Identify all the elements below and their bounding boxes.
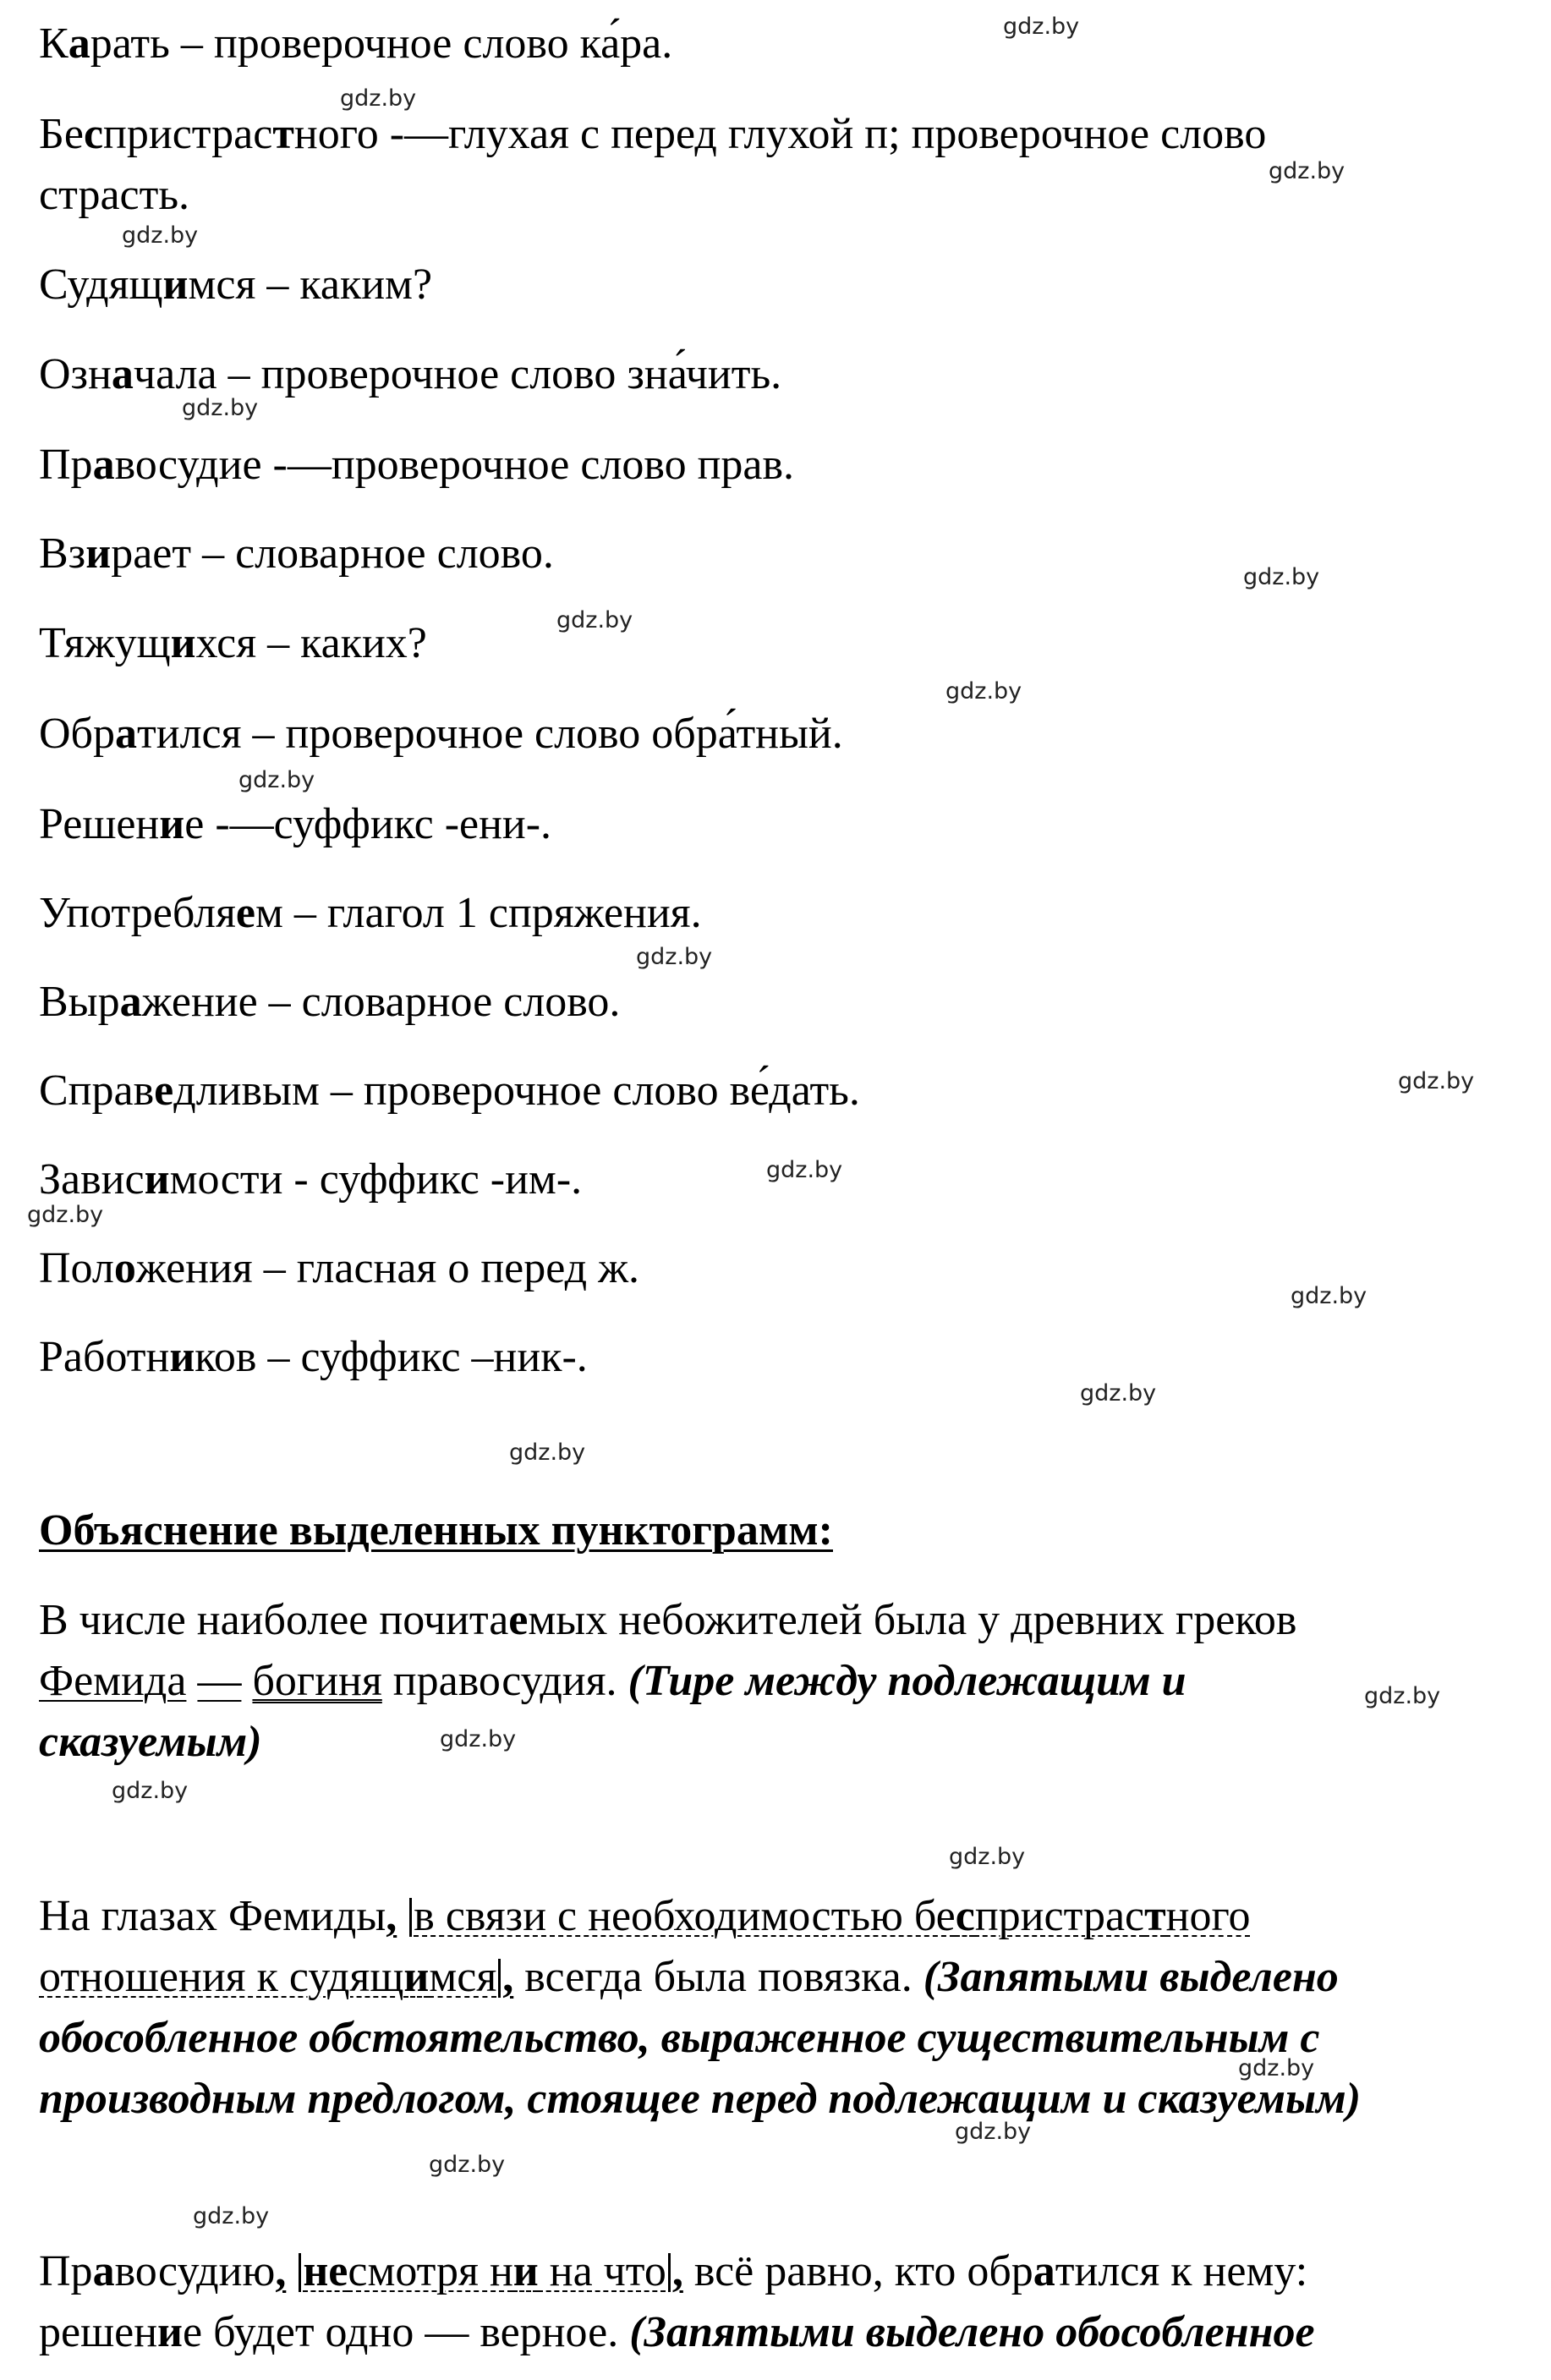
watermark: gdz.by — [1291, 1283, 1367, 1309]
circumstance-part-1: в связи с необходимостью беспристрастного — [414, 1892, 1251, 1940]
punct-comma: , — [671, 2247, 683, 2295]
word-line-sudyashchimsya: Судящимся – каким? — [39, 260, 433, 309]
word-line-spravedlivym: Справедливым – проверочное слово ве́дать. — [39, 1067, 860, 1115]
paragraph-1-line-1: В числе наиболее почитаемых небожителей была у древних греков — [39, 1596, 1297, 1644]
word-line-vyrazhenie: Выражение – словарное слово. — [39, 978, 621, 1026]
word-line-pravosudie: Правосудие -—проверочное слово прав. — [39, 441, 795, 489]
watermark: gdz.by — [556, 607, 633, 633]
watermark: gdz.by — [1364, 1683, 1441, 1709]
subject-femida: Фемида — [39, 1657, 187, 1705]
section-heading: Объяснение выделенных пунктограмм: — [39, 1506, 833, 1555]
watermark: gdz.by — [112, 1778, 189, 1804]
watermark: gdz.by — [1243, 564, 1320, 590]
word-line-tyazhushchikhsya: Тяжущихся – каких? — [39, 619, 427, 667]
word-line-rabotnikov: Работников – суффикс –ник-. — [39, 1333, 588, 1381]
punct-comma: , — [502, 1953, 514, 2001]
watermark: gdz.by — [238, 767, 315, 793]
paragraph-2-line-1: На глазах Фемиды, в связи с необходимостью беспристрастного — [39, 1892, 1251, 1940]
watermark: gdz.by — [636, 944, 713, 970]
watermark: gdz.by — [193, 2203, 270, 2229]
word-line-polozheniya: Положения – гласная о перед ж. — [39, 1244, 640, 1292]
rule-note: (Тире между подлежащим и — [628, 1657, 1187, 1705]
paragraph-1-line-3 — [39, 1717, 262, 1768]
punct-comma: , — [275, 2247, 287, 2295]
watermark: gdz.by — [509, 1440, 586, 1466]
rule-note-cont: обособленное обстоятельство, выраженное существительным с — [39, 2014, 1320, 2062]
watermark: gdz.by — [340, 85, 417, 112]
watermark: gdz.by — [945, 678, 1022, 705]
watermark: gdz.by — [1003, 14, 1080, 40]
boundary-mark — [668, 2253, 671, 2292]
watermark: gdz.by — [1398, 1068, 1475, 1094]
word-line-karat: Карать – проверочное слово ка́ра. — [39, 19, 673, 68]
word-line-upotreblyaem: Употребляем – глагол 1 спряжения. — [39, 889, 702, 937]
paragraph-3-line-1: Правосудию, несмотря ни на что , всё равно, кто обратился к нему: — [39, 2247, 1308, 2295]
word-line-obratilsya: Обратился – проверочное слово обра́тный. — [39, 710, 843, 758]
boundary-mark — [409, 1898, 412, 1937]
paragraph-2-line-3 — [39, 2013, 1319, 2064]
rule-note: (Запятыми выделено — [923, 1953, 1339, 2001]
dash-mark: — — [197, 1657, 242, 1705]
predicate-boginya: богиня — [252, 1657, 382, 1705]
paragraph-2-line-4 — [39, 2074, 1361, 2125]
rule-note: (Запятыми выделено обособленное — [629, 2308, 1315, 2356]
watermark: gdz.by — [440, 1726, 517, 1752]
word-line-vziraet: Взирает – словарное слово. — [39, 529, 554, 578]
paragraph-1-line-2: Фемида — богиня правосудия. (Тире между подлежащим и — [39, 1657, 1187, 1705]
word-line-bespristrastnogo: Беспристрастного -—глухая с перед глухой п; проверочное слово — [39, 110, 1267, 158]
word-line-reshenie: Решение -—суффикс -ени-. — [39, 800, 552, 848]
watermark: gdz.by — [1238, 2055, 1315, 2081]
watermark: gdz.by — [429, 2152, 506, 2178]
paragraph-3-line-2: решение будет одно — верное. (Запятыми выделено обособленное — [39, 2308, 1315, 2356]
word-line-strast: страсть. — [39, 171, 190, 219]
watermark: gdz.by — [182, 395, 259, 421]
watermark: gdz.by — [766, 1157, 843, 1183]
rule-note-cont: производным предлогом, стоящее перед подлежащим и сказуемым) — [39, 2075, 1362, 2123]
watermark: gdz.by — [1269, 158, 1345, 184]
word-line-oznachala: Означала – проверочное слово зна́чить. — [39, 350, 782, 398]
rule-note-cont: сказуемым) — [39, 1718, 262, 1766]
circumstance-phrase: несмотря ни на что — [303, 2247, 666, 2295]
boundary-mark — [498, 1959, 501, 1998]
watermark: gdz.by — [27, 1202, 104, 1228]
punct-comma: , — [386, 1892, 397, 1940]
watermark: gdz.by — [1080, 1380, 1157, 1407]
word-line-zavisimosti: Зависимости - суффикс -им-. — [39, 1155, 583, 1204]
paragraph-2-line-2: отношения к судящимся , всегда была повязка. (Запятыми выделено — [39, 1953, 1339, 2001]
circumstance-part-2: отношения к судящимся — [39, 1953, 497, 2001]
boundary-mark — [299, 2253, 301, 2292]
watermark: gdz.by — [949, 1844, 1026, 1870]
watermark: gdz.by — [955, 2119, 1032, 2145]
watermark: gdz.by — [122, 222, 199, 249]
